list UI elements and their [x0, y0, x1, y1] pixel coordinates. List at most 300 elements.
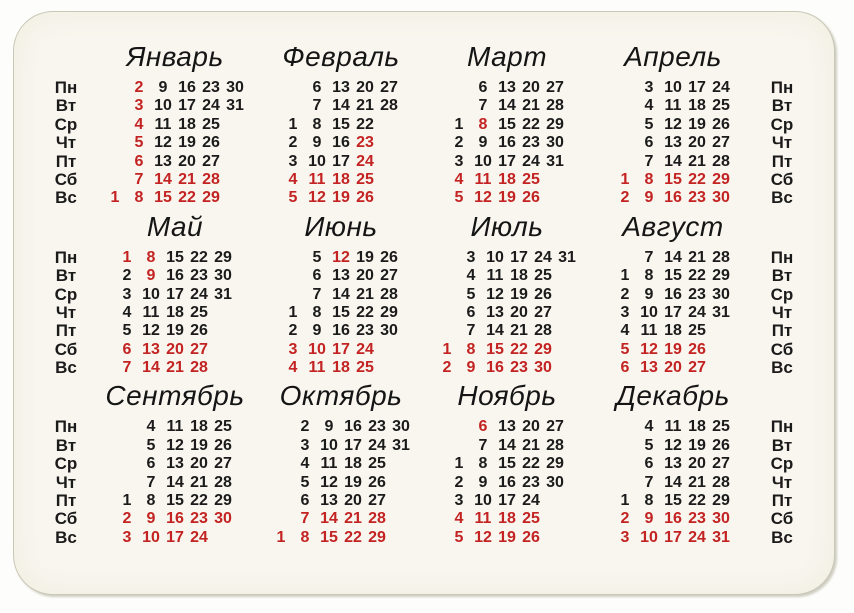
week-row — [613, 341, 733, 359]
date-cell: 7 — [300, 510, 310, 528]
date-cell: 4 — [466, 267, 476, 285]
date-cell: 15 — [332, 115, 350, 133]
date-cell: 19 — [344, 473, 362, 491]
date-cell: 15 — [664, 267, 682, 285]
week-row — [115, 492, 235, 510]
date-cell: 26 — [534, 285, 552, 303]
date-cell: 27 — [380, 79, 398, 96]
date-cell: 28 — [202, 170, 220, 188]
date-cell: 24 — [190, 285, 208, 303]
date-cell: 10 — [486, 248, 504, 266]
date-cell: 20 — [688, 455, 706, 473]
week-row — [103, 171, 247, 189]
calendar-band-2 — [40, 212, 808, 378]
date-cell: 14 — [664, 152, 682, 170]
date-cell: 24 — [522, 152, 540, 170]
week-row — [447, 474, 567, 492]
date-empty — [447, 437, 471, 455]
date-empty — [281, 267, 305, 285]
month-title: Март — [466, 41, 548, 72]
date-cell: 29 — [712, 170, 730, 188]
week-row — [115, 359, 235, 377]
date-cell: 13 — [664, 134, 682, 152]
date-cell: 25 — [522, 510, 540, 528]
week-row — [613, 97, 733, 115]
date-cell: 29 — [202, 189, 220, 207]
date-cell: 13 — [142, 340, 160, 358]
date-cell: 22 — [178, 189, 196, 207]
date-empty — [435, 322, 459, 340]
date-cell: 28 — [190, 359, 208, 377]
date-cell: 24 — [522, 492, 540, 510]
month-Апрель — [590, 42, 756, 208]
date-cell: 21 — [178, 170, 196, 188]
month-dates — [447, 79, 567, 208]
date-cell: 6 — [300, 492, 310, 510]
date-empty — [613, 474, 637, 492]
date-cell: 14 — [486, 322, 504, 340]
date-cell: 6 — [478, 79, 488, 96]
date-cell: 12 — [664, 436, 682, 454]
month-dates — [281, 249, 401, 378]
weekday-label-right-1: Вт — [771, 266, 793, 286]
date-cell: 20 — [664, 359, 682, 377]
weekday-label-right-3: Чт — [771, 302, 793, 322]
date-cell: 1 — [620, 170, 630, 188]
date-cell: 8 — [644, 492, 654, 510]
date-cell: 6 — [466, 303, 476, 321]
date-cell: 7 — [312, 97, 322, 115]
date-cell: 25 — [190, 303, 208, 321]
date-cell: 25 — [368, 455, 386, 473]
week-row — [269, 492, 413, 510]
date-cell: 3 — [288, 152, 298, 170]
date-empty — [269, 474, 293, 492]
week-row — [269, 455, 413, 473]
week-row — [447, 189, 567, 207]
date-cell: 11 — [166, 418, 184, 436]
week-row — [613, 171, 733, 189]
date-cell: 27 — [368, 492, 386, 510]
weekday-label-right-3: Чт — [771, 133, 793, 153]
week-row — [447, 437, 567, 455]
date-empty — [613, 97, 637, 115]
date-cell: 22 — [510, 340, 528, 358]
date-cell: 15 — [486, 340, 504, 358]
week-row — [115, 249, 235, 267]
date-cell: 1 — [620, 492, 630, 510]
date-cell: 20 — [688, 134, 706, 152]
month-dates — [103, 79, 247, 208]
date-cell: 10 — [474, 152, 492, 170]
date-cell: 13 — [332, 267, 350, 285]
date-cell: 11 — [154, 115, 172, 133]
date-cell: 6 — [312, 79, 322, 96]
date-empty — [377, 341, 401, 359]
date-cell: 23 — [522, 473, 540, 491]
date-cell: 23 — [688, 189, 706, 207]
date-cell: 7 — [478, 97, 488, 115]
date-cell: 5 — [454, 189, 464, 207]
week-row — [613, 474, 733, 492]
week-row — [269, 510, 413, 528]
date-cell: 8 — [644, 170, 654, 188]
date-cell: 31 — [546, 152, 564, 170]
weekday-label-right-4: Пт — [771, 491, 793, 511]
week-row — [115, 267, 235, 285]
date-cell: 14 — [320, 510, 338, 528]
date-empty — [103, 134, 127, 152]
date-cell: 13 — [154, 152, 172, 170]
week-row — [447, 510, 567, 528]
week-row — [613, 322, 733, 340]
month-Август — [590, 212, 756, 378]
date-empty — [613, 249, 637, 267]
date-cell: 14 — [332, 97, 350, 115]
date-cell: 25 — [214, 418, 232, 436]
week-row — [269, 418, 413, 436]
week-row — [281, 97, 401, 115]
weekday-label-right-6: Вс — [771, 527, 793, 547]
date-cell: 24 — [202, 97, 220, 115]
date-cell: 16 — [332, 134, 350, 152]
date-cell: 1 — [288, 115, 298, 133]
week-row — [435, 304, 579, 322]
date-empty — [435, 267, 459, 285]
date-cell: 2 — [620, 189, 630, 207]
week-row — [115, 304, 235, 322]
date-empty — [447, 97, 471, 115]
week-row — [447, 134, 567, 152]
date-cell: 6 — [134, 152, 144, 170]
date-cell: 13 — [166, 455, 184, 473]
month-title: Октябрь — [279, 380, 403, 412]
date-cell: 12 — [332, 248, 350, 266]
date-cell: 5 — [620, 340, 630, 358]
date-cell: 1 — [276, 528, 286, 546]
date-cell: 7 — [134, 170, 144, 188]
date-cell: 12 — [474, 528, 492, 546]
week-row — [435, 322, 579, 340]
date-cell: 2 — [288, 322, 298, 340]
date-empty — [115, 455, 139, 473]
date-cell: 22 — [522, 455, 540, 473]
date-empty — [211, 322, 235, 340]
date-empty — [543, 529, 567, 547]
date-cell: 27 — [712, 134, 730, 152]
date-empty — [555, 304, 579, 322]
date-cell: 7 — [122, 359, 132, 377]
week-row — [613, 492, 733, 510]
weekday-label-right-5: Сб — [770, 509, 794, 529]
week-row — [447, 153, 567, 171]
date-cell: 30 — [534, 359, 552, 377]
weekday-label-left-3: Чт — [55, 472, 77, 492]
date-cell: 6 — [644, 455, 654, 473]
date-cell: 30 — [226, 79, 244, 96]
date-cell: 8 — [644, 267, 654, 285]
date-cell: 16 — [166, 267, 184, 285]
date-cell: 12 — [640, 340, 658, 358]
month-dates — [115, 418, 235, 547]
date-cell: 28 — [534, 322, 552, 340]
date-cell: 14 — [142, 359, 160, 377]
date-cell: 15 — [166, 492, 184, 510]
date-cell: 8 — [312, 303, 322, 321]
month-title: Август — [622, 210, 724, 242]
date-cell: 17 — [166, 528, 184, 546]
date-empty — [223, 116, 247, 134]
date-cell: 8 — [146, 492, 156, 510]
date-cell: 11 — [320, 455, 338, 473]
date-cell: 7 — [644, 248, 654, 266]
date-cell: 5 — [312, 248, 322, 266]
month-title: Июнь — [304, 210, 378, 242]
date-cell: 2 — [300, 418, 310, 436]
date-cell: 30 — [712, 285, 730, 303]
date-empty — [269, 418, 293, 436]
date-cell: 16 — [664, 189, 682, 207]
date-empty — [281, 79, 305, 97]
date-cell: 21 — [190, 473, 208, 491]
date-empty — [103, 79, 127, 97]
date-empty — [269, 492, 293, 510]
week-row — [115, 455, 235, 473]
date-cell: 2 — [288, 134, 298, 152]
week-row — [115, 437, 235, 455]
calendar-band-1 — [40, 42, 808, 208]
date-cell: 10 — [308, 340, 326, 358]
date-cell: 22 — [190, 248, 208, 266]
date-cell: 12 — [154, 134, 172, 152]
weekday-label-right-0: Пн — [770, 247, 794, 267]
date-cell: 23 — [190, 510, 208, 528]
date-cell: 7 — [466, 322, 476, 340]
week-row — [103, 153, 247, 171]
date-cell: 14 — [498, 436, 516, 454]
weekday-column-left — [40, 42, 92, 208]
weekday-label-left-4: Пт — [55, 491, 77, 511]
date-cell: 19 — [688, 115, 706, 133]
week-row — [115, 341, 235, 359]
month-dates — [115, 249, 235, 378]
date-empty — [389, 510, 413, 528]
date-cell: 1 — [122, 248, 132, 266]
date-empty — [115, 418, 139, 436]
month-dates — [281, 79, 401, 208]
date-empty — [613, 116, 637, 134]
date-empty — [281, 286, 305, 304]
date-cell: 1 — [454, 115, 464, 133]
calendar-band-3 — [40, 381, 808, 547]
date-cell: 13 — [498, 418, 516, 436]
date-cell: 8 — [466, 340, 476, 358]
month-title: Июль — [470, 210, 544, 242]
date-cell: 5 — [146, 436, 156, 454]
date-cell: 12 — [664, 115, 682, 133]
week-row — [269, 529, 413, 547]
date-empty — [281, 249, 305, 267]
month-dates — [447, 418, 567, 547]
date-cell: 22 — [356, 303, 374, 321]
date-cell: 20 — [356, 79, 374, 96]
date-cell: 4 — [134, 115, 144, 133]
date-cell: 25 — [712, 418, 730, 436]
date-cell: 19 — [664, 340, 682, 358]
date-cell: 5 — [300, 473, 310, 491]
weekday-label-left-5: Сб — [54, 169, 78, 189]
date-empty — [223, 153, 247, 171]
month-Май — [92, 212, 258, 378]
weekday-label-right-2: Ср — [770, 454, 794, 474]
date-empty — [115, 474, 139, 492]
date-cell: 28 — [380, 285, 398, 303]
weekday-label-left-4: Пт — [55, 151, 77, 171]
date-cell: 29 — [380, 303, 398, 321]
date-cell: 18 — [190, 418, 208, 436]
date-cell: 3 — [288, 340, 298, 358]
date-cell: 25 — [356, 170, 374, 188]
date-cell: 9 — [324, 418, 334, 436]
date-cell: 13 — [332, 79, 350, 96]
date-cell: 4 — [122, 303, 132, 321]
date-cell: 25 — [534, 267, 552, 285]
date-cell: 25 — [712, 97, 730, 115]
date-cell: 12 — [320, 473, 338, 491]
date-cell: 31 — [214, 285, 232, 303]
date-cell: 8 — [134, 189, 144, 207]
date-empty — [555, 341, 579, 359]
date-cell: 3 — [620, 528, 630, 546]
date-cell: 17 — [332, 340, 350, 358]
date-cell: 2 — [122, 267, 132, 285]
date-cell: 30 — [380, 322, 398, 340]
week-row — [103, 189, 247, 207]
date-cell: 10 — [142, 285, 160, 303]
weekday-label-right-1: Вт — [771, 96, 793, 116]
week-row — [435, 286, 579, 304]
date-cell: 27 — [534, 303, 552, 321]
week-row — [613, 267, 733, 285]
date-cell: 4 — [146, 418, 156, 436]
date-cell: 3 — [454, 152, 464, 170]
date-cell: 9 — [644, 189, 654, 207]
week-row — [613, 79, 733, 97]
date-empty — [447, 418, 471, 436]
date-cell: 3 — [122, 285, 132, 303]
weekday-label-right-2: Ср — [770, 114, 794, 134]
date-cell: 22 — [190, 492, 208, 510]
week-row — [281, 79, 401, 97]
date-cell: 9 — [466, 359, 476, 377]
date-empty — [115, 437, 139, 455]
date-cell: 27 — [546, 418, 564, 436]
weekday-label-right-6: Вс — [771, 188, 793, 208]
date-cell: 19 — [498, 528, 516, 546]
date-cell: 2 — [442, 359, 452, 377]
date-cell: 19 — [356, 248, 374, 266]
date-cell: 23 — [356, 322, 374, 340]
date-cell: 10 — [664, 79, 682, 96]
date-cell: 8 — [312, 115, 322, 133]
date-cell: 15 — [320, 528, 338, 546]
date-cell: 9 — [478, 473, 488, 491]
weekday-label-left-6: Вс — [55, 527, 77, 547]
date-cell: 9 — [146, 510, 156, 528]
week-row — [281, 359, 401, 377]
date-empty — [613, 418, 637, 436]
date-empty — [389, 474, 413, 492]
weekday-label-left-1: Вт — [55, 266, 77, 286]
date-cell: 16 — [178, 79, 196, 96]
week-row — [281, 171, 401, 189]
date-cell: 23 — [202, 79, 220, 96]
week-row — [269, 437, 413, 455]
date-empty — [435, 304, 459, 322]
date-cell: 25 — [202, 115, 220, 133]
date-cell: 20 — [190, 455, 208, 473]
date-cell: 7 — [478, 436, 488, 454]
date-empty — [613, 437, 637, 455]
date-cell: 30 — [392, 418, 410, 436]
week-row — [447, 171, 567, 189]
date-cell: 6 — [312, 267, 322, 285]
date-cell: 17 — [498, 492, 516, 510]
date-cell: 6 — [620, 359, 630, 377]
week-row — [115, 510, 235, 528]
date-cell: 21 — [522, 436, 540, 454]
date-cell: 11 — [142, 303, 160, 321]
date-cell: 7 — [146, 473, 156, 491]
week-row — [435, 341, 579, 359]
date-empty — [613, 153, 637, 171]
month-dates — [269, 418, 413, 547]
date-cell: 3 — [466, 248, 476, 266]
date-cell: 17 — [688, 79, 706, 96]
date-cell: 9 — [312, 322, 322, 340]
date-cell: 3 — [134, 97, 144, 115]
month-Сентябрь — [92, 381, 258, 547]
date-cell: 23 — [522, 134, 540, 152]
date-cell: 4 — [454, 510, 464, 528]
date-cell: 5 — [466, 285, 476, 303]
date-cell: 11 — [640, 322, 658, 340]
month-Декабрь — [590, 381, 756, 547]
date-cell: 10 — [142, 528, 160, 546]
week-row — [613, 529, 733, 547]
weekday-column-left — [40, 381, 92, 547]
date-cell: 17 — [664, 528, 682, 546]
date-cell: 22 — [688, 492, 706, 510]
date-cell: 27 — [214, 455, 232, 473]
date-empty — [211, 359, 235, 377]
date-empty — [543, 510, 567, 528]
date-empty — [269, 510, 293, 528]
date-cell: 27 — [546, 79, 564, 96]
date-cell: 22 — [522, 115, 540, 133]
date-cell: 9 — [312, 134, 322, 152]
date-cell: 17 — [178, 97, 196, 115]
month-title: Декабрь — [616, 380, 730, 412]
week-row — [447, 455, 567, 473]
date-cell: 20 — [510, 303, 528, 321]
month-dates — [613, 79, 733, 208]
date-cell: 9 — [478, 134, 488, 152]
date-cell: 29 — [534, 340, 552, 358]
date-cell: 18 — [510, 267, 528, 285]
date-cell: 1 — [288, 303, 298, 321]
date-cell: 2 — [620, 510, 630, 528]
